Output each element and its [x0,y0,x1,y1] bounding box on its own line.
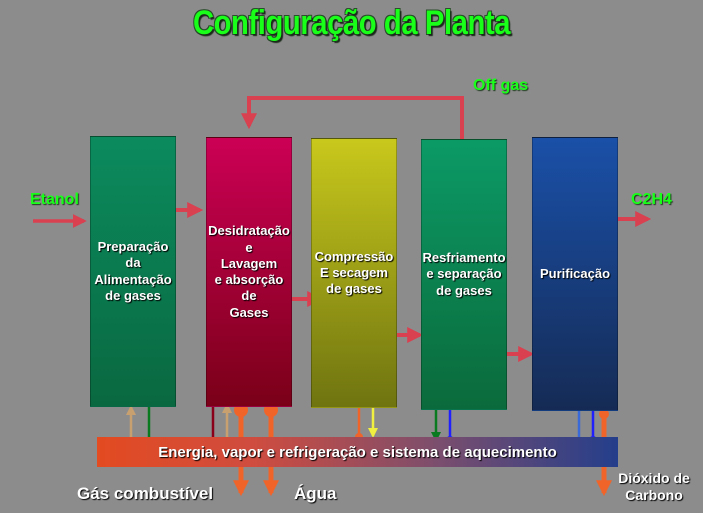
box-compressao [311,138,397,408]
box-purificacao [532,137,618,411]
box-purificacao-label: Purificação [539,265,611,281]
agua-label: Água [294,484,337,503]
dioxido-carbono-label: Dióxido de Carbono [618,470,690,503]
utility-bar [97,437,618,467]
diagram-title: Configuração da Planta [192,4,511,42]
gas-combustivel-label: Gás combustível [77,484,214,503]
box-preparacao [90,136,176,407]
box-desidratacao [206,137,292,407]
off-gas-loop [249,98,462,140]
box-compressao-label: Compressão E secagem de gases [314,248,394,297]
utility-bar-label: Energia, vapor e refrigeração e sistema de aquecimento [158,443,557,461]
box-desidratacao-label: Desidratação e Lavagem e absorção de Gases [208,223,290,320]
etanol-label: Etanol [30,191,79,208]
off-gas-label: Off gas [473,77,529,94]
box-preparacao-label: Preparação da Alimentação de gases [94,239,172,303]
c2h4-label: C2H4 [631,191,672,208]
box-resfriamento-label: Resfriamento e separação de gases [422,250,506,298]
box-resfriamento [421,139,507,410]
